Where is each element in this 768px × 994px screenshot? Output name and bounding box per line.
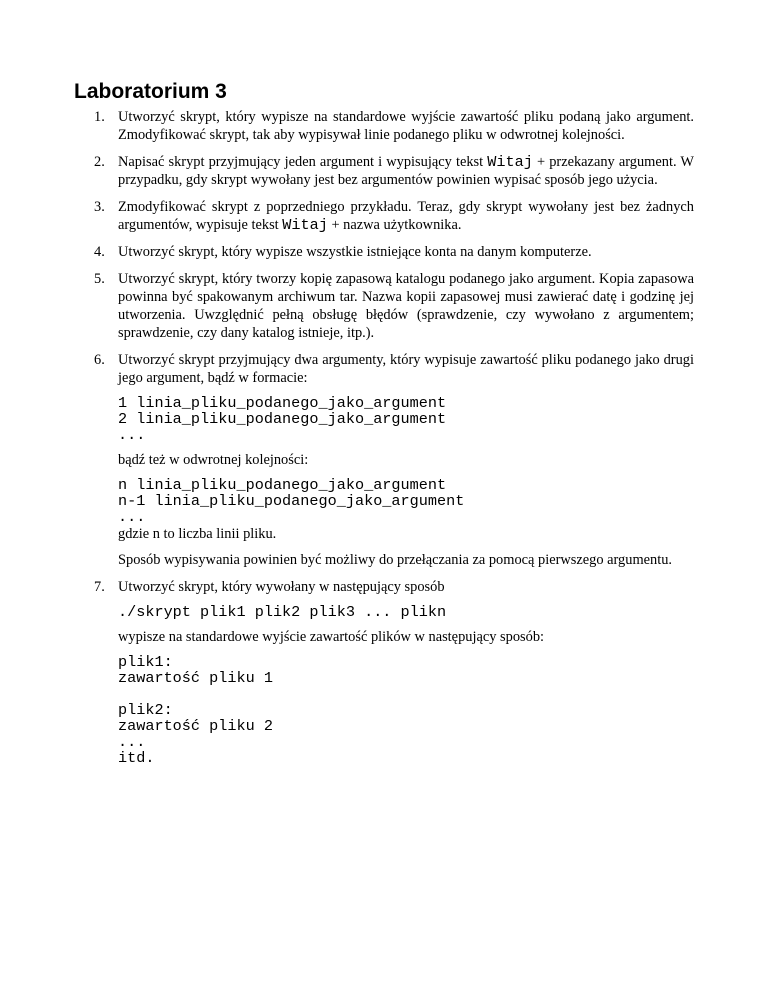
task-text: Utworzyć skrypt, który tworzy kopię zapasową katalogu podanego jako argument. Kopia zapasowa powinna być spakowanym archiwum tar. Nazwa kopii zapasowej musi zawierać datę i godzinę jej utworzenia. Uwzględnić pełną obsługę błędów (sprawdzenie, czy wywołano z argumentem; sprawdzenie, czy dany katalog istnieje, itp.). bbox=[118, 271, 694, 341]
task-text: Napisać skrypt przyjmujący jeden argument i wypisujący tekst Witaj + przekazany argument. W przypadku, gdy skrypt wywołany jest bez argumentów powinien wypisać sposób jego użycia. bbox=[118, 153, 694, 188]
inline-code: Witaj bbox=[487, 153, 533, 171]
inline-code: Witaj bbox=[282, 216, 328, 234]
code-block: plik1: zawartość pliku 1 bbox=[118, 653, 273, 687]
task-number: 1. bbox=[94, 109, 105, 125]
code-block: 1 linia_pliku_podanego_jako_argument 2 linia_pliku_podanego_jako_argument ... bbox=[118, 394, 447, 444]
task-text: bądź też w odwrotnej kolejności: bbox=[118, 452, 309, 468]
task-item-2 bbox=[94, 153, 694, 189]
task-text: Utworzyć skrypt, który wypisze wszystkie istniejące konta na danym komputerze. bbox=[118, 244, 592, 260]
task-text: Utworzyć skrypt, który wywołany w następujący sposób bbox=[118, 579, 445, 595]
code-block: ./skrypt plik1 plik2 plik3 ... plikn bbox=[118, 603, 447, 621]
task-item-6 bbox=[94, 351, 694, 569]
task-text: Utworzyć skrypt, który wypisze na standardowe wyjście zawartość pliku podaną jako argument. Zmodyfikować skrypt, tak aby wypisywał linie podanego pliku w odwrotnej kolejności. bbox=[118, 109, 694, 143]
task-text: Zmodyfikować skrypt z poprzedniego przykładu. Teraz, gdy skrypt wywołany jest bez żadnych argumentów, wypisuje tekst Witaj + nazwa użytkownika. bbox=[118, 199, 694, 234]
task-number: 3. bbox=[94, 199, 105, 215]
task-number: 6. bbox=[94, 352, 105, 368]
task-item-5 bbox=[94, 270, 694, 342]
task-item-4 bbox=[94, 243, 694, 261]
task-text: gdzie n to liczba linii pliku. bbox=[118, 526, 277, 542]
task-number: 2. bbox=[94, 154, 105, 170]
task-item-7 bbox=[94, 578, 694, 767]
task-number: 7. bbox=[94, 579, 105, 595]
code-block: plik2: zawartość pliku 2 ... itd. bbox=[118, 701, 273, 767]
task-number: 5. bbox=[94, 271, 105, 287]
task-text: wypisze na standardowe wyjście zawartość plików w następujący sposób: bbox=[118, 629, 545, 645]
task-item-3 bbox=[94, 198, 694, 234]
spacer bbox=[118, 686, 694, 702]
page-title: Laboratorium 3 bbox=[74, 80, 227, 103]
task-number: 4. bbox=[94, 244, 105, 260]
code-block: n linia_pliku_podanego_jako_argument n-1 linia_pliku_podanego_jako_argument ... bbox=[118, 476, 465, 526]
task-list bbox=[94, 108, 694, 775]
task-text: Utworzyć skrypt przyjmujący dwa argumenty, który wypisuje zawartość pliku podanego jako drugi jego argument, bądź w formacie: bbox=[118, 352, 694, 386]
task-item-1 bbox=[94, 108, 694, 144]
task-text: Sposób wypisywania powinien być możliwy do przełączania za pomocą pierwszego argumentu. bbox=[118, 552, 673, 568]
